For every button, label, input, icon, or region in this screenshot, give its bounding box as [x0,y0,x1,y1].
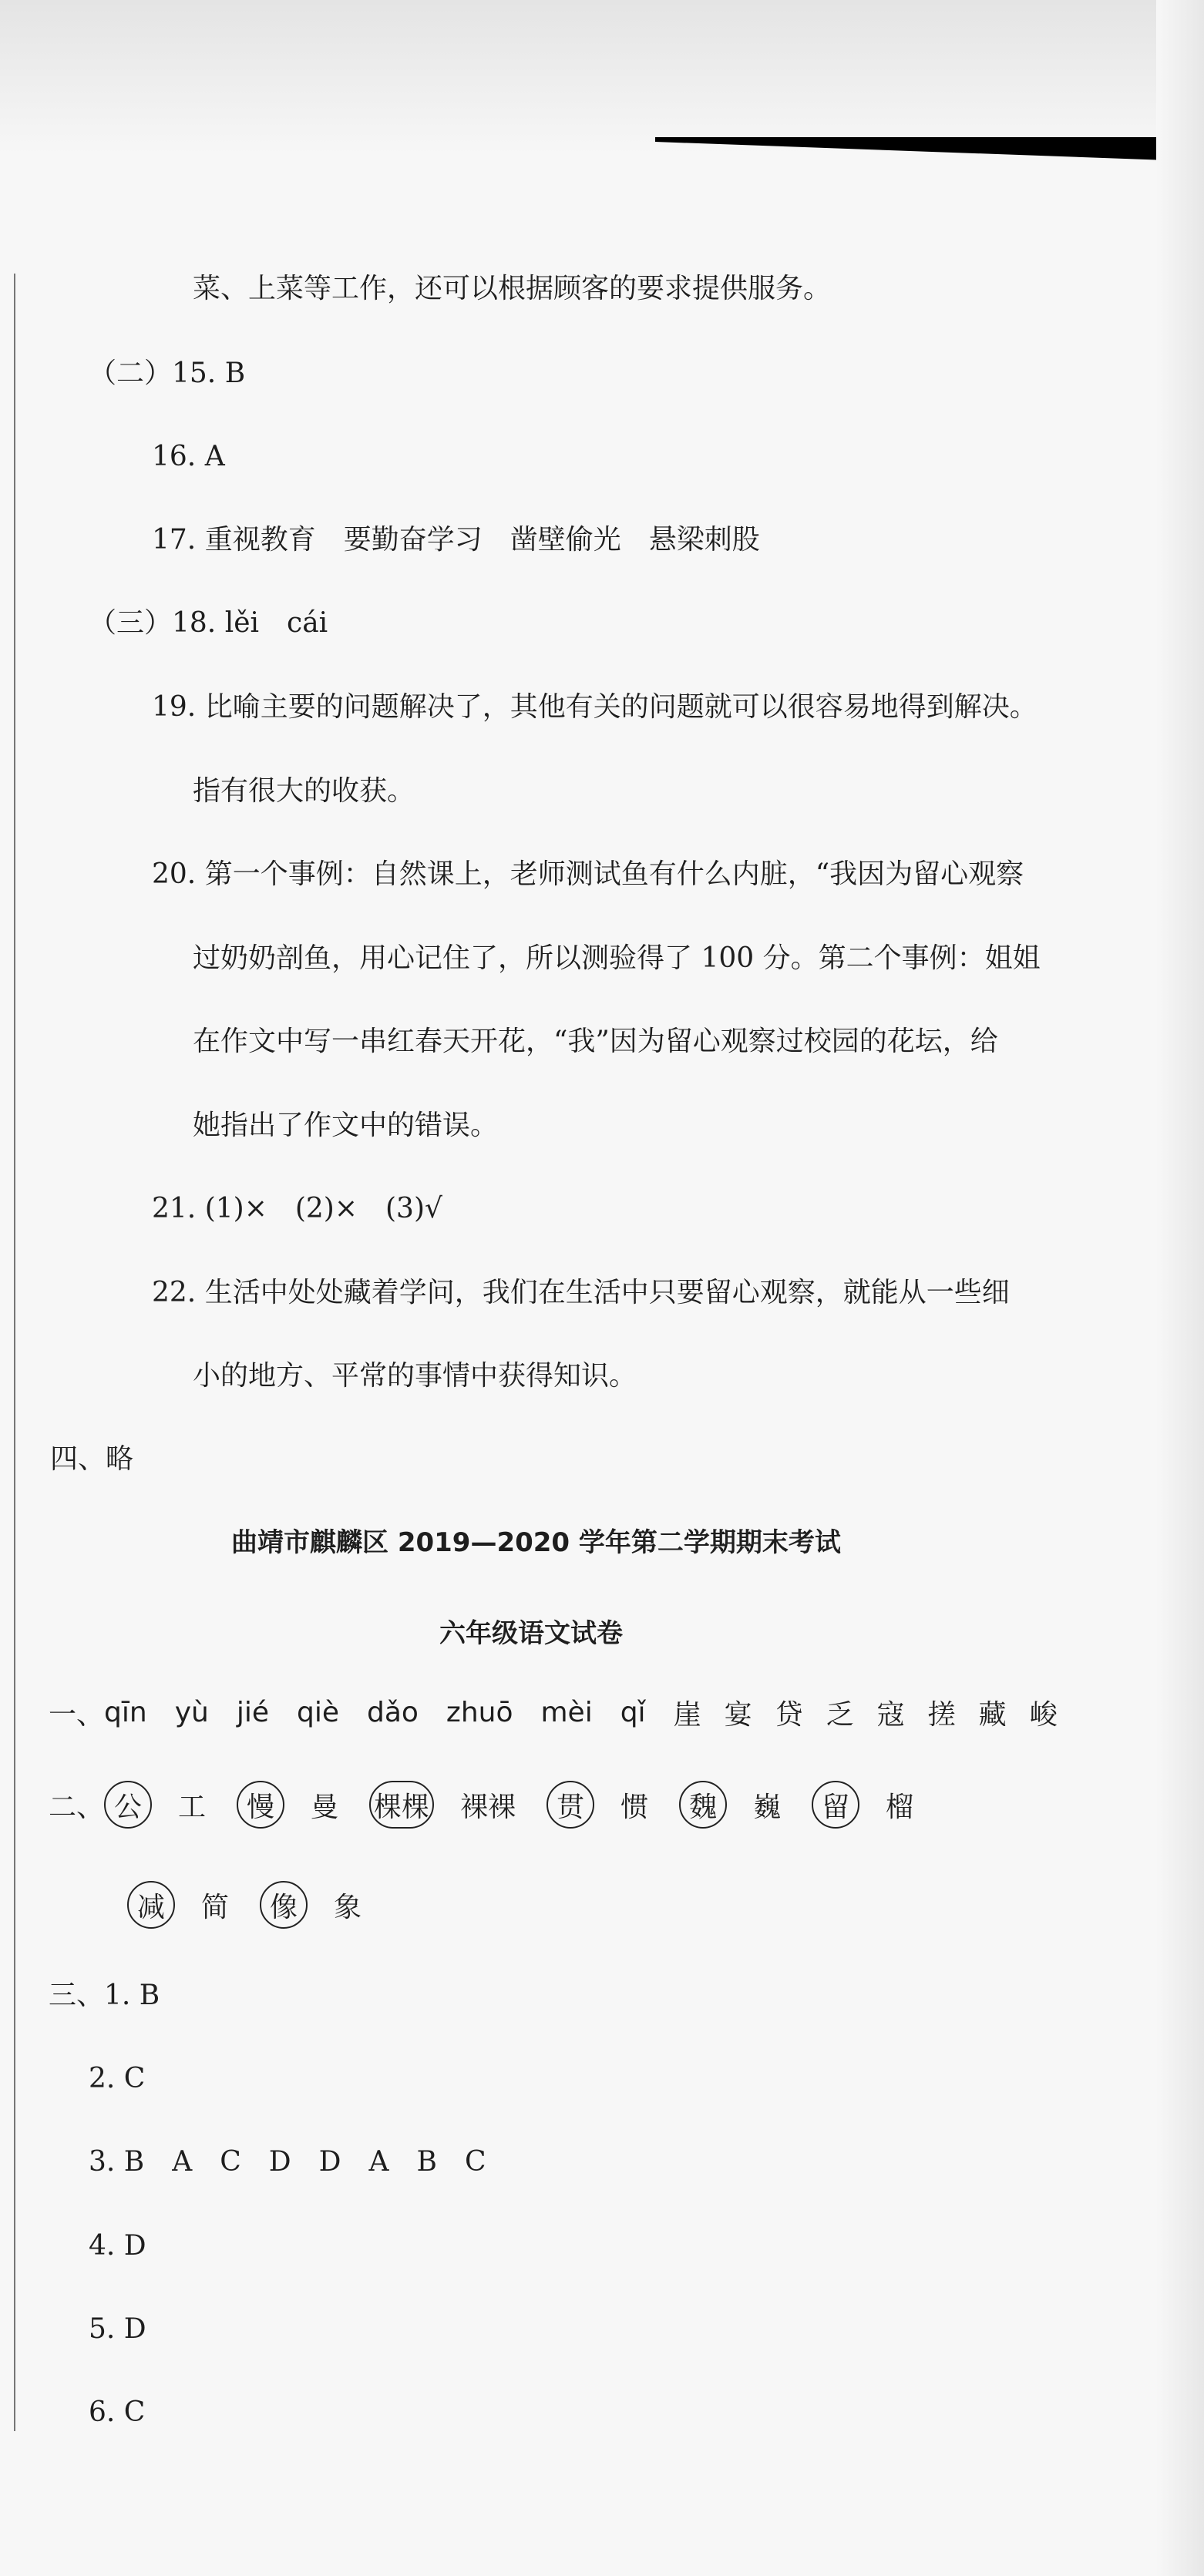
q3-answer-3: 3. B A C D D A B C [89,2146,486,2178]
answer-22-cont: 小的地方、平常的事情中获得知识。 [193,1360,637,1392]
scan-right-shadow [1156,0,1204,2576]
margin-rule [14,274,15,2431]
q1-item: 搓 [927,1698,956,1731]
q1-item: 寇 [876,1698,905,1731]
q2-pair [369,1781,516,1829]
q1-item: qiè [296,1696,339,1728]
answer-20: 20. 第一个事例：自然课上，老师测试鱼有什么内脏，“我因为留心观察 [152,858,1024,890]
circled-answer: 减 [127,1881,175,1929]
q1-item: mèi [540,1696,593,1728]
q1-item: qīn [104,1696,147,1728]
q2-pair [237,1781,338,1829]
q2-pair [679,1781,781,1829]
q2-row-1 [49,1774,944,1835]
distractor: 简 [201,1891,230,1923]
answer-21: 21. (1)× (2)× (3)√ [152,1193,442,1224]
q1-row [49,1681,1081,1743]
q1-item: qǐ [620,1696,646,1728]
answer-16: 16. A [152,441,225,472]
distractor: 巍 [753,1791,782,1823]
answer-20-cont-1: 过奶奶剖鱼，用心记住了，所以测验得了 100 分。第二个事例：姐姐 [193,942,1041,974]
circled-answer: 棵棵 [369,1781,434,1829]
q1-item: zhuō [446,1696,513,1728]
exam-subtitle: 六年级语文试卷 [439,1618,623,1649]
circled-answer: 留 [812,1781,859,1829]
answer-15: （二）15. B [89,358,246,389]
answer-20-cont-3: 她指出了作文中的错误。 [193,1110,499,1141]
q2-pair [260,1881,362,1929]
scan-top-shadow [0,0,1204,154]
q1-item: 崖 [673,1698,701,1731]
q2-pair [104,1781,206,1829]
q3-answer-6: 6. C [89,2396,146,2428]
distractor: 象 [334,1891,362,1923]
q1-item: 宴 [724,1698,752,1731]
q3-answer-5: 5. D [89,2313,146,2345]
q1-item: yù [174,1696,209,1728]
circled-answer: 像 [260,1881,308,1929]
answer-20-cont-2: 在作文中写一串红春天开花，“我”因为留心观察过校园的花坛，给 [193,1026,998,1057]
q2-pair [547,1781,648,1829]
distractor: 榴 [886,1791,914,1823]
answer-18: （三）18. lěi cái [89,607,328,639]
circled-answer: 公 [104,1781,152,1829]
q1-item: 贷 [775,1698,803,1731]
answer-17: 17. 重视教育 要勤奋学习 凿壁偷光 悬梁刺股 [152,524,760,556]
q1-prefix: 一、 [49,1698,105,1731]
distractor: 惯 [620,1791,649,1823]
circled-answer: 魏 [679,1781,727,1829]
circled-answer: 慢 [237,1781,284,1829]
q2-pair [812,1781,913,1829]
q3-answer-4: 4. D [89,2230,146,2262]
q2-row-2 [127,1874,392,1936]
q1-item: 藏 [978,1698,1007,1731]
answer-22: 22. 生活中处处藏着学问，我们在生活中只要留心观察，就能从一些细 [152,1277,1010,1308]
q1-item: jié [236,1696,269,1728]
answer-19-cont: 指有很大的收获。 [193,775,415,807]
circled-answer: 贯 [547,1781,594,1829]
answer-19: 19. 比喻主要的问题解决了，其他有关的问题就可以很容易地得到解决。 [152,691,1038,723]
q3-answer-1: 三、1. B [49,1980,160,2011]
q1-item: 峻 [1029,1698,1058,1731]
q1-item: 乏 [826,1698,854,1731]
distractor: 工 [178,1791,207,1823]
q3-answer-2: 2. C [89,2063,146,2094]
q1-item: dǎo [366,1696,419,1728]
q2-pair [127,1881,229,1929]
exam-title: 曲靖市麒麟区 2019—2020 学年第二学期期末考试 [231,1527,841,1558]
answer-line: 菜、上菜等工作，还可以根据顾客的要求提供服务。 [193,273,832,304]
distractor: 曼 [311,1791,339,1823]
distractor: 裸裸 [460,1791,516,1823]
q2-prefix: 二、 [49,1791,105,1823]
section-four: 四、略 [50,1443,134,1475]
